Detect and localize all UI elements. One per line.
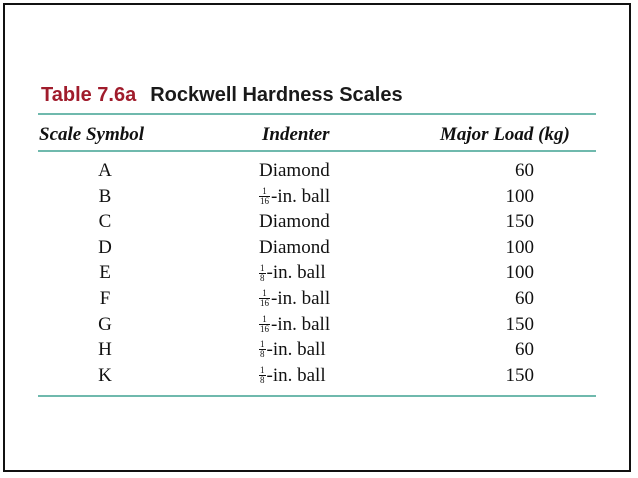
major-load-cell: 60 — [515, 288, 534, 309]
fraction-numerator: 1 — [260, 339, 265, 350]
fraction-denominator: 8 — [260, 349, 265, 360]
indenter-fraction — [259, 340, 266, 359]
indenter-text: -in. ball — [266, 262, 326, 284]
major-load-cell: 100 — [505, 236, 534, 258]
indenter-text: Diamond — [259, 236, 330, 258]
indenter-cell — [259, 286, 330, 312]
indenter-cell — [259, 158, 330, 184]
major-load-cell: 100 — [505, 185, 534, 207]
fraction-numerator: 1 — [260, 262, 265, 273]
fraction-numerator: 1 — [260, 364, 265, 375]
fraction-denominator: 8 — [260, 272, 265, 283]
major-load-cell: 150 — [505, 364, 534, 386]
indenter-text: -in. ball — [266, 364, 326, 386]
header-scale-symbol: Scale Symbol — [39, 124, 145, 145]
table-row — [0, 184, 638, 210]
scale-symbol-cell: D — [98, 236, 112, 258]
table-row — [0, 235, 638, 261]
fraction-numerator: 1 — [259, 289, 270, 299]
table-row — [0, 337, 638, 363]
indenter-fraction — [259, 264, 266, 283]
scale-symbol-cell: K — [98, 364, 112, 386]
scale-symbol-cell: E — [99, 262, 111, 284]
indenter-fraction — [259, 315, 270, 334]
fraction-denominator: 16 — [260, 323, 269, 334]
scale-symbol-cell: H — [98, 339, 112, 361]
major-load-cell: 150 — [505, 211, 534, 233]
indenter-cell — [259, 312, 330, 338]
indenter-cell — [259, 235, 330, 261]
major-load-cell: 60 — [515, 339, 534, 361]
table-row — [0, 260, 638, 286]
fraction-denominator: 8 — [260, 374, 265, 385]
header-rule — [38, 150, 596, 152]
indenter-text: -in. ball — [271, 185, 331, 207]
indenter-cell — [259, 337, 326, 363]
indenter-fraction — [259, 187, 270, 206]
indenter-text: Diamond — [259, 211, 330, 233]
table-row — [0, 312, 638, 338]
indenter-cell — [259, 184, 330, 210]
fraction-numerator: 1 — [259, 315, 270, 325]
indenter-text: Diamond — [259, 160, 330, 181]
indenter-text: -in. ball — [271, 313, 331, 335]
header-major-load: Major Load (kg) — [440, 124, 570, 145]
indenter-fraction — [259, 366, 266, 385]
table-row — [0, 363, 638, 389]
indenter-cell — [259, 363, 326, 389]
scale-symbol-cell: G — [98, 313, 112, 335]
indenter-fraction — [259, 289, 270, 308]
header-indenter: Indenter — [262, 124, 330, 145]
major-load-cell: 100 — [505, 262, 534, 284]
table-row — [0, 158, 638, 184]
fraction-denominator: 16 — [260, 195, 269, 206]
scale-symbol-cell: A — [98, 160, 112, 181]
bottom-rule — [38, 395, 596, 397]
table-row — [0, 286, 638, 312]
fraction-numerator: 1 — [259, 187, 270, 197]
fraction-denominator: 16 — [260, 298, 269, 309]
indenter-cell — [259, 260, 326, 286]
scale-symbol-cell: F — [99, 288, 111, 309]
major-load-cell: 60 — [515, 160, 534, 181]
top-rule — [38, 113, 596, 115]
indenter-cell — [259, 209, 330, 235]
scale-symbol-cell: C — [98, 211, 112, 233]
table-caption — [41, 83, 403, 107]
scale-symbol-cell: B — [98, 185, 112, 207]
indenter-text: -in. ball — [271, 288, 331, 309]
major-load-cell: 150 — [505, 313, 534, 335]
indenter-text: -in. ball — [266, 339, 326, 361]
table-row — [0, 209, 638, 235]
table-title: Rockwell Hardness Scales — [150, 84, 403, 106]
table-number: Table 7.6a — [41, 84, 137, 106]
